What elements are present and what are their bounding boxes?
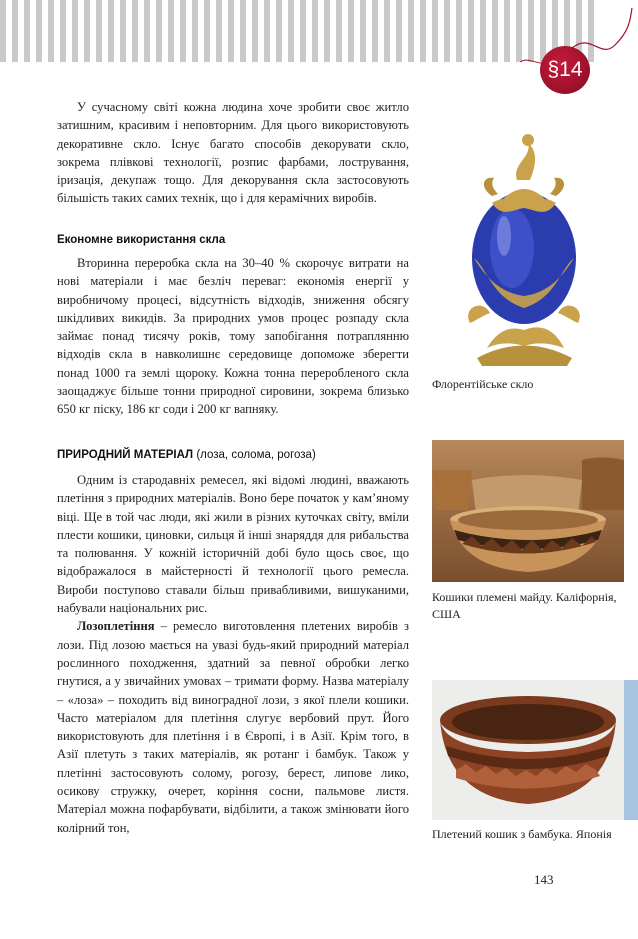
maidu-baskets-photo xyxy=(432,440,624,582)
caption-florentine: Флорентійське скло xyxy=(432,377,534,391)
section-badge: §14 xyxy=(540,46,590,94)
natural-paragraph: Одним із стародавніх ремесел, які відомі людині, вважають плетіння з природних матеріалів. Воно бере початок у кам’яному віці. Ще в той час люди, які жили в різних куточках світу, вміли плести кошики, циновки, сильця й інші знаряддя для рибальства та полювання. У кожній історичній добі було щось своє, що відображалося в майстерності й технології цього ремесла. Вироби поступово ставали більш привабливими, вишуканими, набували національних рис. xyxy=(57,473,409,616)
page-number: 143 xyxy=(534,872,554,887)
heading-natural xyxy=(57,449,417,461)
weaving-paragraph-block xyxy=(57,617,409,837)
weaving-paragraph: – ремесло виготовлення плетених виробів з лози. Під лозою мається на увазі будь-який природний матеріал рослинного походження, здатний за певної обробки легко гнутися, а у звичайних умовах – тримати форму. Назва матеріалу – «лоза» – походить від виноградної лози, з якої плели кошики. Часто матеріалом для плетіння слугує вербовий прут. Його використовують для плетіння і в Європі, і в Азії. Крім того, в Азії плетуть з таких матеріалів, як ротанг і бамбук. Також у плетінні застосовують солому, рогозу, берест, липове лико, осикову стружку, очерет, коріння сосни, пальмове листя. Матеріал можна пофарбувати, відбілити, а також змінювати його колірний тон, xyxy=(57,619,409,835)
page-edge-tab xyxy=(624,680,638,820)
bamboo-basket-photo xyxy=(432,680,624,820)
heading-natural-title: ПРИРОДНИЙ МАТЕРІАЛ xyxy=(57,449,194,461)
caption-maidu: Кошики племені майду. Каліфорнія, США xyxy=(432,590,617,621)
economic-text xyxy=(57,254,409,419)
intro-text xyxy=(57,98,409,208)
economic-paragraph: Вторинна переробка скла на 30–40 % скорочує витрати на нові матеріали і має безліч переваг: економія енергії у виробничому процесі, відсутність відходів, зниження обсягу шкідливих викидів. За природних умов процес розпаду скла займає понад тисячу років, тому запобігання потраплянню відходів скла в навколишнє середовище допоможе зберегти понад 1000 га землі щороку. Кожна тонна переробленого скла заощаджує більше тонни природної сировини, зокрема близько 650 кг піску, 186 кг соди і 200 кг вапняку. xyxy=(57,256,409,417)
heading-economic: Економне використання скла xyxy=(57,234,226,246)
florentine-glass-photo xyxy=(432,108,617,368)
intro-paragraph: У сучасному світі кожна людина хоче зробити своє житло затишним, красивим і неповторним. Для цього використовують декоративне скло. Існує багато способів декорувати скло, зокрема плівкові технології, розпис фарбами, лострування, іризація, декупаж тощо. Для декорування скла застосовують більшість таких самих технік, що і для керамічних виробів. xyxy=(57,100,409,206)
caption-bamboo: Плетений кошик з бамбука. Японія xyxy=(432,827,612,841)
natural-text xyxy=(57,471,409,837)
weaving-term: Лозоплетіння xyxy=(77,619,155,634)
heading-natural-subtitle: (лоза, солома, рогоза) xyxy=(196,449,316,461)
